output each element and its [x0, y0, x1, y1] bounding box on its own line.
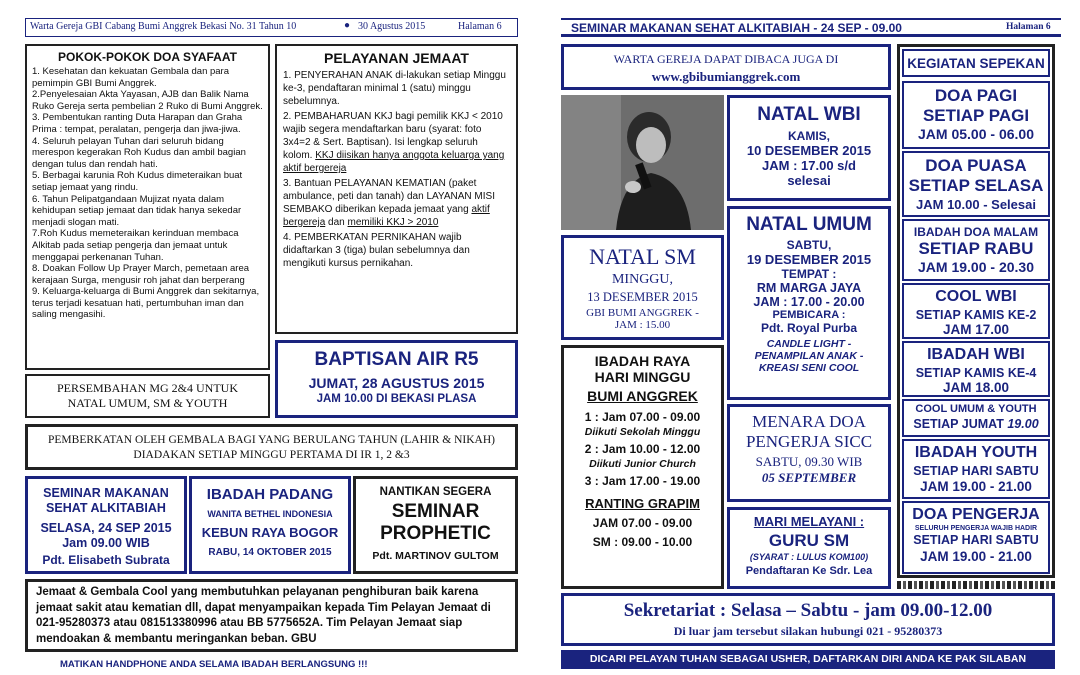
right-header: [561, 18, 1061, 37]
left-header-title: Warta Gereja GBI Cabang Bumi Anggrek Bekasi No. 31 Tahun 10: [30, 21, 297, 32]
kegiatan-line: DOA PUASA: [925, 156, 1027, 175]
prophetic-line: NANTIKAN SEGERA: [379, 486, 492, 498]
seminar-box: [25, 476, 187, 574]
kegiatan-item: [902, 501, 1050, 574]
natal-sm-line: GBI BUMI ANGGREK -: [586, 307, 699, 319]
natal-sm-line: JAM : 15.00: [614, 319, 671, 331]
kegiatan-item: [902, 219, 1050, 281]
seminar-line: SELASA, 24 SEP 2015: [40, 521, 172, 535]
right-header-title: SEMINAR MAKANAN SEHAT ALKITABIAH - 24 SEP - 09.00: [571, 21, 902, 35]
kegiatan-item: [902, 151, 1050, 217]
pelayanan-text: 2. PEMBAHARUAN KKJ bagi pemilik KKJ < 2010 wajib segera mendaftarkan baru (syarat: foto 3x4=2 & Sert. Baptisan). Isi lengkap seluruh kolom.: [283, 111, 503, 161]
ibadah-line: BUMI ANGGREK: [587, 388, 698, 404]
ibadah-line: IBADAH RAYA: [594, 353, 691, 369]
natal-umum-line: PENAMPILAN ANAK -: [754, 350, 864, 362]
warta-url: www.gbibumianggrek.com: [651, 69, 801, 84]
doa-item: 5. Berbagai karunia Roh Kudus dimeteraikan buat setiap jemaat yang rindu.: [32, 170, 243, 193]
sekretariat-line: Di luar jam tersebut silakan hubungi 021 - 95280373: [673, 624, 943, 638]
ranting-title: RANTING GRAPIM: [585, 496, 700, 511]
kegiatan-line: DOA PENGERJA: [912, 506, 1040, 523]
padang-line: IBADAH PADANG: [206, 486, 334, 503]
left-header-date: 30 Agustus 2015: [358, 21, 426, 32]
natal-wbi-box: [727, 95, 891, 201]
kegiatan-line: SETIAP KAMIS KE-2: [915, 308, 1037, 322]
pelayanan-item: [283, 177, 510, 229]
kegiatan-item: [902, 341, 1050, 397]
natal-sm-title: NATAL SM: [589, 244, 696, 269]
doa-item: 3. Pembentukan ranting Duta Harapan dan Graha Prima : tempat, peralatan, pengerja dan jiwa-jiwa.: [32, 112, 243, 135]
persembahan-text: PERSEMBAHAN MG 2&4 UNTUK NATAL UMUM, SM & YOUTH: [56, 381, 238, 410]
kegiatan-line: SETIAP PAGI: [922, 106, 1030, 125]
natal-umum-line: JAM : 17.00 - 20.00: [753, 295, 865, 309]
left-header: [25, 18, 518, 37]
menara-line: PENGERJA SICC: [745, 432, 873, 451]
speaker-photo: [561, 95, 724, 230]
doa-item: 9. Keluarga-keluarga di Bumi Anggrek dan sekitarnya, terus terjadi kesatuan hati, pertumbuhan iman dan saling mengasihi.: [32, 286, 260, 321]
kegiatan-time: 19.00: [1007, 417, 1039, 431]
ibadah-session-note: Diikuti Sekolah Minggu: [584, 426, 701, 438]
seminar-line: SEHAT ALKITABIAH: [46, 501, 166, 515]
menara-line: MENARA DOA: [752, 412, 866, 431]
natal-umum-line: TEMPAT :: [781, 267, 837, 281]
natal-umum-box: [727, 206, 891, 400]
melayani-line: GURU SM: [768, 531, 850, 550]
pelayanan-underline: KKJ diisikan hanya anggota keluarga yang aktif bergereja: [283, 150, 505, 174]
left-header-page: Halaman 6: [458, 21, 502, 32]
kegiatan-line: SETIAP HARI SABTU: [913, 464, 1039, 478]
sekretariat-line: Sekretariat : Selasa – Sabtu - jam 09.00-12.00: [623, 600, 993, 621]
left-footer: MATIKAN HANDPHONE ANDA SELAMA IBADAH BERLANGSUNG !!!: [60, 659, 368, 670]
kegiatan-title-text: KEGIATAN SEPEKAN: [907, 56, 1045, 71]
natal-wbi-title: NATAL WBI: [757, 104, 861, 125]
kegiatan-line: JAM 05.00 - 06.00: [918, 126, 1034, 142]
ibadah-session: 1 : Jam 07.00 - 09.00: [584, 410, 701, 424]
kegiatan-line: IBADAH WBI: [927, 346, 1025, 363]
kegiatan-line: SETIAP HARI SABTU: [913, 533, 1039, 547]
speaker-photo-image: [561, 95, 724, 230]
padang-box: [189, 476, 351, 574]
natal-umum-line: SABTU,: [786, 238, 832, 252]
pemberkatan-box: [25, 424, 518, 470]
padang-line: RABU, 14 OKTOBER 2015: [208, 547, 332, 558]
doa-item: 6. Tahun Pelipatgandaan Mujizat nyata dalam kehidupan setiap jemaat dan tidak hanya sekedar menjadi slogan mati.: [32, 193, 242, 228]
baptisan-title: BAPTISAN AIR R5: [314, 349, 479, 370]
kegiatan-line: JAM 19.00 - 21.00: [920, 549, 1032, 564]
baptisan-date: JUMAT, 28 AGUSTUS 2015: [308, 375, 485, 391]
kegiatan-line: SETIAP SELASA: [908, 176, 1044, 195]
doa-item: 2.Penyelesaian Akta Yayasan, AJB dan Balik Nama Ruko Gereja serta pembelian 2 Ruko di Bumi Anggrek.: [32, 89, 263, 112]
pelayanan-text: 3. Bantuan PELAYANAN KEMATIAN (paket ambulance, peti dan tanah) dan LAYANAN MISI SEMBAKO diberikan kepada jemaat yang: [283, 178, 495, 215]
pemberkatan-text: PEMBERKATAN OLEH GEMBALA BAGI YANG BERULANG TAHUN (LAHIR & NIKAH) DIADAKAN SETIAP MINGGU PERTAMA DI IR 1, 2 &3: [48, 434, 495, 461]
kegiatan-item: [902, 439, 1050, 499]
kegiatan-item: [902, 283, 1050, 339]
kegiatan-line: JAM 18.00: [942, 380, 1010, 395]
ibadah-raya-box: [561, 345, 724, 589]
melayani-line: MARI MELAYANI :: [753, 514, 865, 529]
padang-line: KEBUN RAYA BOGOR: [201, 525, 339, 540]
ibadah-line: HARI MINGGU: [594, 369, 691, 385]
kegiatan-line: JAM 19.00 - 21.00: [920, 479, 1032, 494]
kegiatan-sepekan-box: [897, 44, 1055, 578]
baptisan-time: JAM 10.00 DI BEKASI PLASA: [316, 393, 477, 405]
melayani-line: (SYARAT : LULUS KOM100): [749, 552, 869, 562]
kegiatan-line: JAM 10.00 - Selesai: [916, 197, 1036, 212]
natal-umum-line: 19 DESEMBER 2015: [746, 252, 872, 267]
natal-sm-box: [561, 235, 724, 340]
doa-item: 7.Roh Kudus memeteraikan kerinduan membaca Alkitab pada setiap pengerja dan jemaat untuk menggapai perkenanan Tuhan.: [32, 228, 239, 263]
ibadah-session: 2 : Jam 10.00 - 12.00: [584, 442, 701, 456]
natal-umum-line: CANDLE LIGHT -: [766, 338, 852, 350]
pelayanan-jemaat-box: [275, 44, 518, 334]
bullet-icon: ●: [344, 20, 351, 31]
pelayanan-text: dan: [325, 217, 348, 228]
padang-line: WANITA BETHEL INDONESIA: [207, 509, 333, 519]
cool-text: Jemaat & Gembala Cool yang membutuhkan pelayanan penghiburan baik karena jemaat sakit atau kematian dll, dapat menyampaikan kepada Tim Pelayan Jemaat di 021-95280373 atau 081513380996 atau BB 5775652A. Tim Pelayan Jemaat siap mendoakan & membantu meringankan beban. GBU: [36, 586, 491, 645]
ornament-divider: [897, 581, 1055, 589]
doa-item: 1. Kesehatan dan kekuatan Gembala dan para pemimpin GBI Bumi Anggrek.: [32, 66, 230, 89]
melayani-line: Pendaftaran Ke Sdr. Lea: [745, 565, 873, 577]
pelayanan-title: PELAYANAN JEMAAT: [324, 50, 469, 66]
ranting-line: JAM 07.00 - 09.00: [592, 516, 693, 530]
right-footer-text: DICARI PELAYAN TUHAN SEBAGAI USHER, DAFTARKAN DIRI ANDA KE PAK SILABAN: [589, 653, 1027, 665]
natal-wbi-line: selesai: [787, 173, 831, 188]
seminar-line: Jam 09.00 WIB: [62, 536, 150, 550]
kegiatan-item: [902, 399, 1050, 437]
prophetic-line: Pdt. MARTINOV GULTOM: [372, 550, 499, 562]
kegiatan-line: IBADAH DOA MALAM: [913, 225, 1039, 239]
natal-umum-line: RM MARGA JAYA: [756, 281, 862, 295]
kegiatan-line: COOL UMUM & YOUTH: [915, 403, 1037, 415]
natal-umum-line: Pdt. Royal Purba: [760, 321, 858, 335]
pokok-doa-title: POKOK-POKOK DOA SYAFAAT: [58, 50, 237, 64]
kegiatan-line: SELURUH PENGERJA WAJIB HADIR: [914, 525, 1038, 532]
kegiatan-item: [902, 81, 1050, 149]
menara-line: SABTU, 09.30 WIB: [755, 454, 863, 469]
ibadah-session: 3 : Jam 17.00 - 19.00: [584, 474, 701, 488]
kegiatan-line: COOL WBI: [935, 288, 1017, 305]
doa-item: 4. Seluruh pelayan Tuhan dari seluruh bidang merespon kegerakan Roh Kudus dan ambil bagian dengan tulus dan rendah hati.: [32, 135, 246, 170]
kegiatan-line: DOA PAGI: [934, 86, 1018, 105]
prophetic-line: PROPHETIC: [380, 523, 491, 544]
pelayanan-item: [283, 110, 510, 175]
kegiatan-line: JAM 19.00 - 20.30: [918, 259, 1034, 275]
kegiatan-line: IBADAH YOUTH: [914, 444, 1038, 461]
kegiatan-line: SETIAP RABU: [918, 239, 1034, 258]
cool-box: [25, 579, 518, 652]
prophetic-line: SEMINAR: [391, 501, 480, 522]
warta-line: WARTA GEREJA DAPAT DIBACA JUGA DI: [613, 52, 839, 66]
menara-line: 05 SEPTEMBER: [761, 470, 857, 485]
seminar-line: Pdt. Elisabeth Subrata: [42, 553, 170, 567]
seminar-line: SEMINAR MAKANAN: [43, 486, 169, 500]
natal-umum-title: NATAL UMUM: [746, 214, 872, 235]
natal-umum-line: KREASI SENI COOL: [758, 362, 860, 374]
kegiatan-line: [904, 417, 1048, 431]
right-header-page: Halaman 6: [1006, 22, 1051, 32]
ibadah-session-note: Diikuti Junior Church: [589, 458, 696, 470]
doa-item: 8. Doakan Follow Up Prayer March, pemetaan area kerajaan Surga, mengusir roh jahat dan berperang: [32, 263, 250, 286]
melayani-box: [727, 507, 891, 589]
natal-sm-line: 13 DESEMBER 2015: [587, 290, 698, 304]
natal-wbi-line: KAMIS,: [788, 129, 830, 143]
pelayanan-underline: memiliki KKJ > 2010: [347, 217, 439, 228]
pelayanan-item: 1. PENYERAHAN ANAK di-lakukan setiap Minggu ke-3, pendaftaran minimal 1 (satu) minggu sebelumnya.: [283, 70, 506, 107]
natal-wbi-line: 10 DESEMBER 2015: [746, 143, 872, 158]
kegiatan-text: SETIAP JUMAT: [913, 417, 1008, 431]
warta-box: [561, 44, 891, 90]
ranting-line: SM : 09.00 - 10.00: [592, 535, 693, 549]
baptisan-box: [275, 340, 518, 418]
natal-wbi-line: JAM : 17.00 s/d: [762, 158, 856, 173]
right-footer: [561, 650, 1055, 669]
persembahan-box: [25, 374, 270, 418]
pelayanan-underline: aktif bergereja: [283, 204, 490, 228]
natal-umum-line: PEMBICARA :: [772, 309, 846, 321]
kegiatan-line: JAM 17.00: [942, 322, 1010, 337]
kegiatan-title: [902, 49, 1050, 77]
kegiatan-line: SETIAP KAMIS KE-4: [915, 366, 1037, 380]
prophetic-box: [353, 476, 518, 574]
pelayanan-item: 4. PEMBERKATAN PERNIKAHAN wajib didaftarkan 3 (tiga) bulan sebelumnya dan mengikuti kursus pernikahan.: [283, 232, 470, 269]
pokok-doa-box: [25, 44, 270, 370]
menara-doa-box: [727, 404, 891, 502]
sekretariat-box: [561, 593, 1055, 646]
natal-sm-line: MINGGU,: [611, 272, 674, 287]
